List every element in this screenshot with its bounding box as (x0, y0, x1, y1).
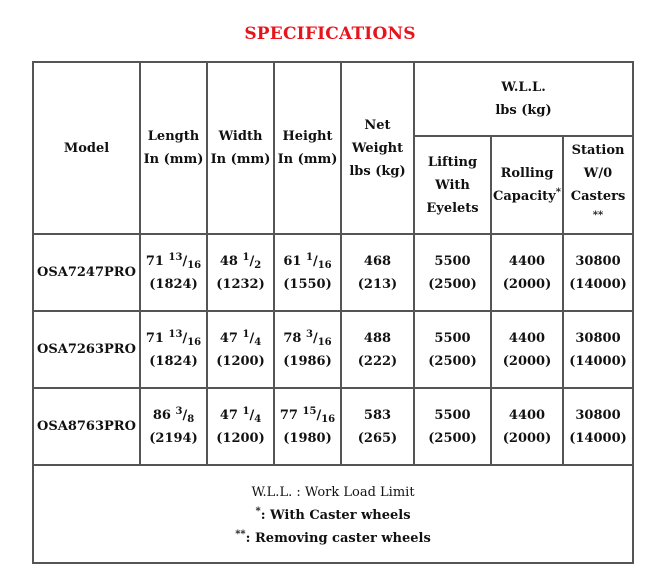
header-model: Model (33, 62, 140, 234)
height-cell: 77 $^{15}/_{16}$ (1980) (274, 388, 341, 465)
header-row-top (33, 62, 633, 136)
length-cell: 71 $^{13}/_{16}$ (1824) (140, 311, 207, 388)
rolling-cell: 4400 (2000) (491, 311, 563, 388)
net-weight-cell: 468 (213) (341, 234, 414, 311)
lifting-cell: 5500 (2500) (414, 311, 491, 388)
net-weight-cell: 583 (265) (341, 388, 414, 465)
header-rolling: Rolling Capacity* (491, 136, 563, 234)
caster-note: *: With Caster wheels (255, 505, 411, 523)
station-cell: 30800 (14000) (563, 388, 633, 465)
header-station: Station W/0 Casters ** (563, 136, 633, 234)
width-cell: 47 $^1/_4$ (1200) (207, 311, 274, 388)
width-cell: 47 $^1/_4$ (1200) (207, 388, 274, 465)
model-cell: OSA7247PRO (33, 234, 140, 311)
model-cell: OSA7263PRO (33, 311, 140, 388)
width-cell: 48 $^1/_2$ (1232) (207, 234, 274, 311)
length-cell: 71 $^{13}/_{16}$ (1824) (140, 234, 207, 311)
station-cell: 30800 (14000) (563, 234, 633, 311)
model-cell: OSA8763PRO (33, 388, 140, 465)
table-row (33, 311, 633, 388)
notes-cell (33, 465, 633, 563)
asterisk-mark: * (555, 187, 561, 198)
header-width: Width In (mm) (207, 62, 274, 234)
header-wll: W.L.L. lbs (kg) (414, 62, 633, 136)
length-cell: 86 $^3/_8$ (2194) (140, 388, 207, 465)
rolling-cell: 4400 (2000) (491, 234, 563, 311)
lifting-cell: 5500 (2500) (414, 388, 491, 465)
table-row (33, 388, 633, 465)
height-cell: 78 $^3/_{16}$ (1986) (274, 311, 341, 388)
header-net-weight: Net Weight lbs (kg) (341, 62, 414, 234)
specifications-table (32, 61, 634, 564)
lifting-cell: 5500 (2500) (414, 234, 491, 311)
header-length: Length In (mm) (140, 62, 207, 234)
table-row (33, 234, 633, 311)
station-cell: 30800 (14000) (563, 311, 633, 388)
double-asterisk-mark: ** (592, 210, 604, 221)
wll-note: W.L.L. : Work Load Limit (251, 484, 415, 500)
notes-row (33, 465, 633, 563)
header-height: Height In (mm) (274, 62, 341, 234)
header-lifting: Lifting With Eyelets (414, 136, 491, 234)
height-cell: 61 $^1/_{16}$ (1550) (274, 234, 341, 311)
page-title: SPECIFICATIONS (244, 24, 416, 44)
net-weight-cell: 488 (222) (341, 311, 414, 388)
removing-caster-note: **: Removing caster wheels (235, 528, 431, 546)
rolling-cell: 4400 (2000) (491, 388, 563, 465)
